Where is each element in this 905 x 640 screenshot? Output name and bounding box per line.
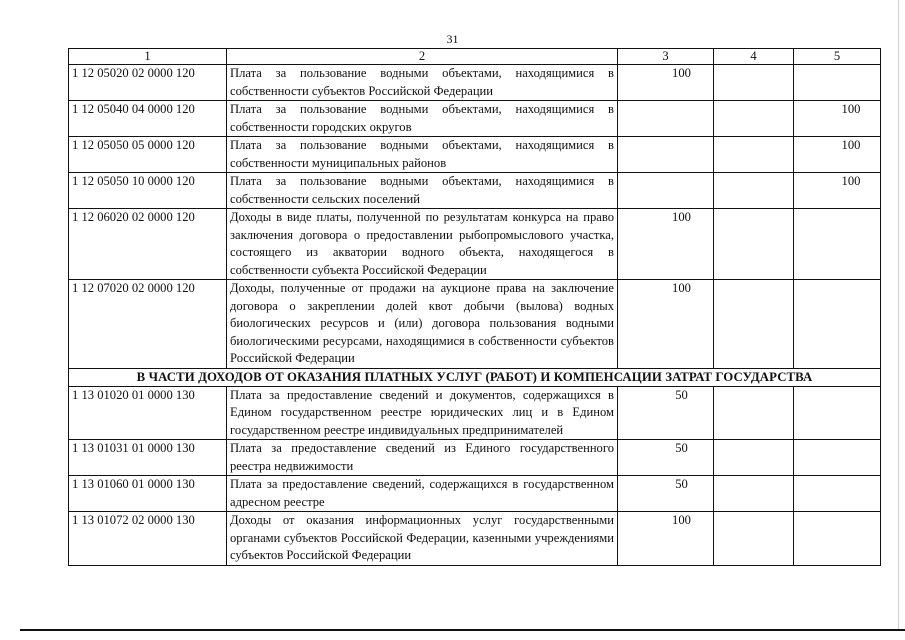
income-description: Плата за пользование водными объектами, находящимися в собственности сельских поселений xyxy=(227,173,618,209)
budget-code: 1 12 07020 02 0000 120 xyxy=(69,280,227,369)
budget-code: 1 13 01072 02 0000 130 xyxy=(69,512,227,566)
table-row xyxy=(69,440,881,476)
section-heading: В ЧАСТИ ДОХОДОВ ОТ ОКАЗАНИЯ ПЛАТНЫХ УСЛУГ (РАБОТ) И КОМПЕНСАЦИИ ЗАТРАТ ГОСУДАРСТВА xyxy=(69,368,881,386)
column-header: 2 xyxy=(227,49,618,65)
income-description: Доходы от оказания информационных услуг государственными органами субъектов Российской Федерации, казенными учреждениями субъектов Российской Федерации xyxy=(227,512,618,566)
amount: 50 xyxy=(675,441,688,455)
value-col-3 xyxy=(618,386,714,440)
value-col-5 xyxy=(794,173,881,209)
amount: 50 xyxy=(675,477,688,491)
table-row xyxy=(69,65,881,101)
table-row xyxy=(69,101,881,137)
table-row xyxy=(69,476,881,512)
value-col-3 xyxy=(618,101,714,137)
column-header: 3 xyxy=(618,49,714,65)
amount xyxy=(823,513,851,527)
income-description: Плата за предоставление сведений, содержащихся в государственном адресном реестре xyxy=(227,476,618,512)
value-col-5 xyxy=(794,476,881,512)
amount: 100 xyxy=(672,66,691,80)
value-col-3 xyxy=(618,65,714,101)
table-header-row xyxy=(69,49,881,65)
value-col-5 xyxy=(794,386,881,440)
budget-code: 1 12 05050 05 0000 120 xyxy=(69,137,227,173)
value-col-3 xyxy=(618,440,714,476)
amount xyxy=(823,477,851,491)
amount: 50 xyxy=(675,387,688,402)
value-col-5 xyxy=(794,137,881,173)
income-description: Доходы в виде платы, полученной по результатам конкурса на право заключения договора о предоставлении рыбопромыслового участка, состоящего из акватории водного объекта, находящегося в собственности субъекта Российской Федерации xyxy=(227,209,618,280)
value-col-5 xyxy=(794,280,881,369)
amount xyxy=(650,138,682,152)
value-col-3 xyxy=(618,280,714,369)
table-row xyxy=(69,512,881,566)
budget-code: 1 12 05040 04 0000 120 xyxy=(69,101,227,137)
value-col-4 xyxy=(714,173,794,209)
column-header: 1 xyxy=(69,49,227,65)
value-col-5 xyxy=(794,512,881,566)
amount: 100 xyxy=(672,210,691,224)
budget-code: 1 13 01060 01 0000 130 xyxy=(69,476,227,512)
value-col-5 xyxy=(794,440,881,476)
value-col-4 xyxy=(714,101,794,137)
amount: 100 xyxy=(672,513,691,527)
budget-table xyxy=(68,48,881,566)
income-description: Плата за предоставление сведений и документов, содержащихся в Едином государственном реестре юридических лиц и в Едином государственном реестре индивидуальных предпринимателей xyxy=(227,386,618,440)
amount xyxy=(823,388,851,402)
column-header: 5 xyxy=(794,49,881,65)
budget-code: 1 12 05020 02 0000 120 xyxy=(69,65,227,101)
value-col-4 xyxy=(714,512,794,566)
table-row xyxy=(69,209,881,280)
amount xyxy=(650,102,682,116)
value-col-5 xyxy=(794,101,881,137)
amount xyxy=(823,210,851,224)
value-col-5 xyxy=(794,209,881,280)
value-col-4 xyxy=(714,65,794,101)
income-description: Плата за пользование водными объектами, находящимися в собственности муниципальных районов xyxy=(227,137,618,173)
page-number: 31 xyxy=(446,32,459,46)
value-col-4 xyxy=(714,440,794,476)
value-col-3 xyxy=(618,476,714,512)
table-row xyxy=(69,173,881,209)
income-description: Доходы, полученные от продажи на аукционе права на заключение договора о закреплении долей квот добычи (вылова) водных биологических ресурсов и (или) договора пользования водными биологическими ресурсами, находящимися в собственности субъектов Российской Федерации xyxy=(227,280,618,369)
value-col-4 xyxy=(714,386,794,440)
value-col-3 xyxy=(618,512,714,566)
budget-code: 1 13 01031 01 0000 130 xyxy=(69,440,227,476)
amount: 100 xyxy=(841,102,861,116)
value-col-4 xyxy=(714,209,794,280)
income-description: Плата за пользование водными объектами, находящимися в собственности городских округов xyxy=(227,101,618,137)
amount xyxy=(823,66,851,80)
value-col-5 xyxy=(794,65,881,101)
amount xyxy=(823,441,851,455)
value-col-4 xyxy=(714,280,794,369)
value-col-3 xyxy=(618,209,714,280)
budget-code: 1 13 01020 01 0000 130 xyxy=(69,386,227,440)
bottom-divider xyxy=(20,629,905,631)
page-edge-line xyxy=(898,0,899,629)
value-col-3 xyxy=(618,173,714,209)
column-header: 4 xyxy=(714,49,794,65)
amount: 100 xyxy=(841,174,861,188)
section-heading-row xyxy=(69,368,881,386)
income-description: Плата за предоставление сведений из Единого государственного реестра недвижимости xyxy=(227,440,618,476)
amount xyxy=(650,174,682,188)
amount: 100 xyxy=(841,138,861,152)
value-col-4 xyxy=(714,476,794,512)
value-col-3 xyxy=(618,137,714,173)
budget-code: 1 12 06020 02 0000 120 xyxy=(69,209,227,280)
table-row xyxy=(69,280,881,369)
value-col-4 xyxy=(714,137,794,173)
amount xyxy=(823,281,851,295)
table-row xyxy=(69,137,881,173)
income-description: Плата за пользование водными объектами, находящимися в собственности субъектов Российской Федерации xyxy=(227,65,618,101)
amount: 100 xyxy=(672,281,691,295)
table-row xyxy=(69,386,881,440)
budget-code: 1 12 05050 10 0000 120 xyxy=(69,173,227,209)
